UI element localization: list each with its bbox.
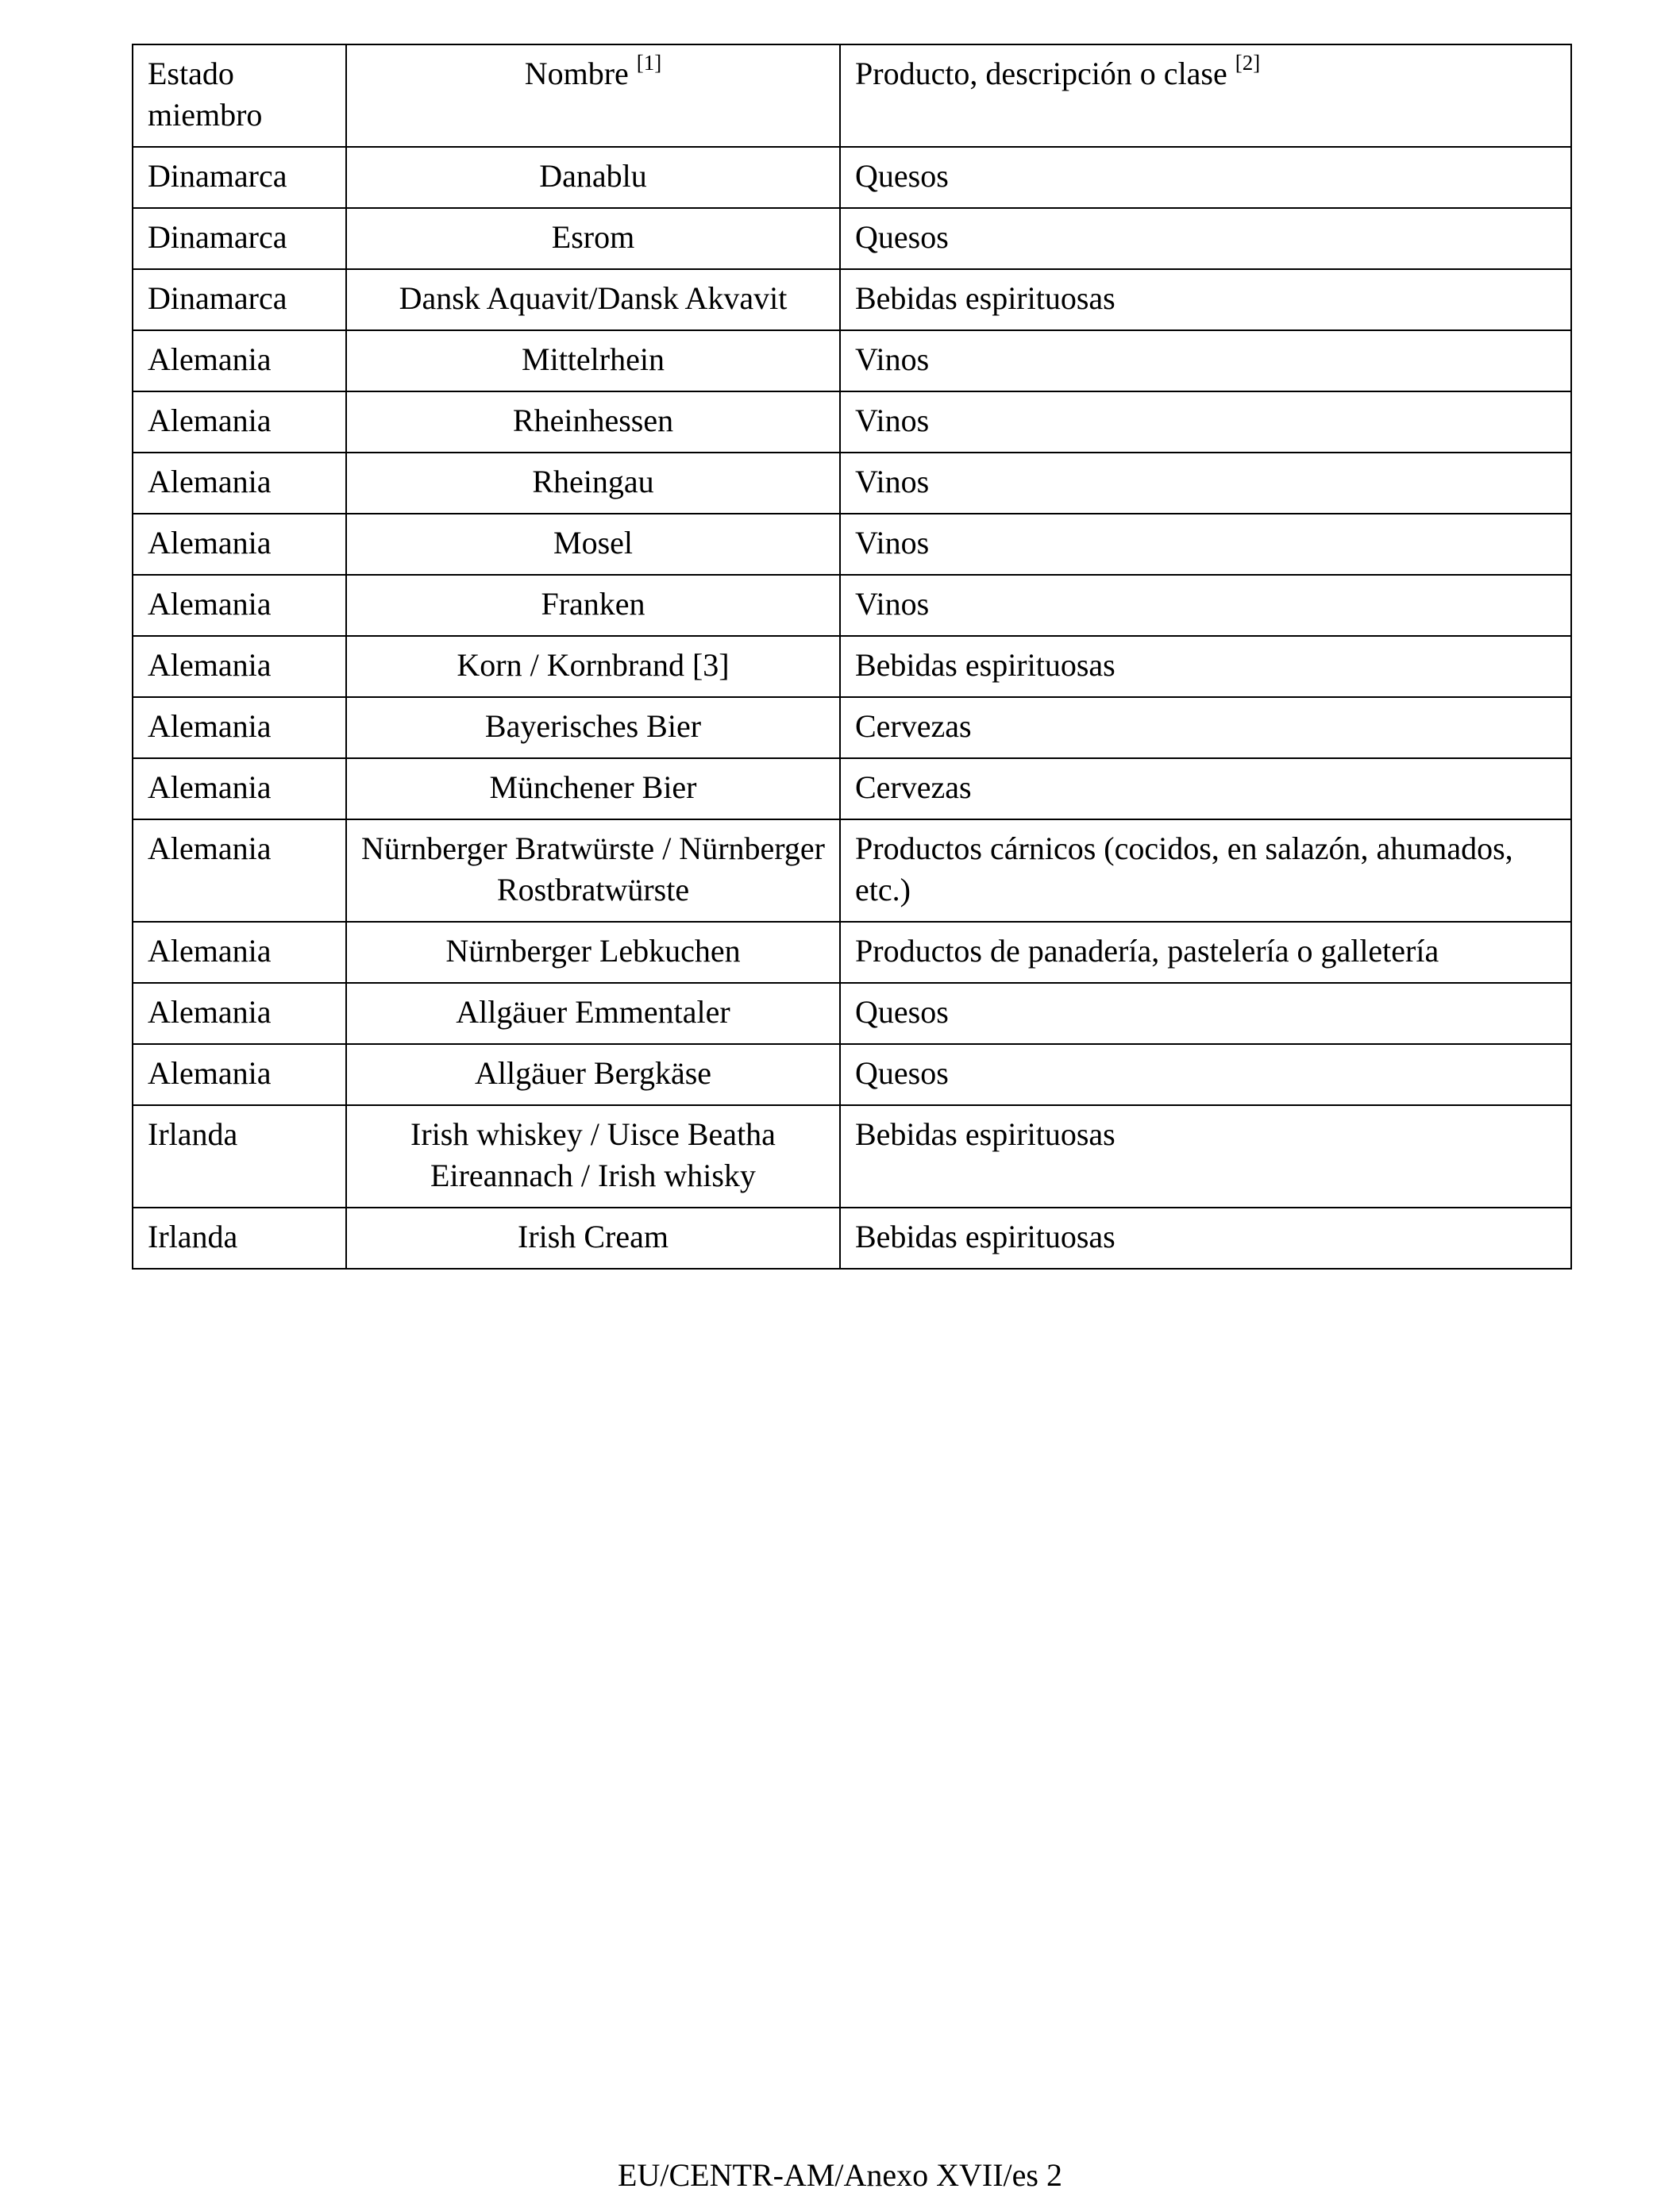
- table-row: [133, 269, 1571, 330]
- cell-member-state: Irlanda: [133, 1208, 346, 1269]
- cell-name: Danablu: [346, 147, 840, 208]
- header-member-state-label: Estado miembro: [148, 56, 263, 133]
- table-row: [133, 758, 1571, 819]
- table-row: [133, 819, 1571, 922]
- cell-product: Bebidas espirituosas: [840, 1208, 1571, 1269]
- cell-member-state: Alemania: [133, 453, 346, 514]
- cell-name: Bayerisches Bier: [346, 697, 840, 758]
- cell-product: Productos de panadería, pastelería o galletería: [840, 922, 1571, 983]
- cell-name: Korn / Kornbrand [3]: [346, 636, 840, 697]
- table-row: [133, 922, 1571, 983]
- cell-member-state: Alemania: [133, 758, 346, 819]
- cell-name: Irish whiskey / Uisce Beatha Eireannach / Irish whisky: [346, 1105, 840, 1208]
- cell-member-state: Alemania: [133, 514, 346, 575]
- table-row: [133, 453, 1571, 514]
- table-header-row: [133, 44, 1571, 147]
- header-product-footnote: [2]: [1235, 50, 1261, 75]
- cell-member-state: Alemania: [133, 391, 346, 453]
- table-row: [133, 391, 1571, 453]
- header-product-label: Producto, descripción o clase: [855, 56, 1227, 91]
- cell-member-state: Dinamarca: [133, 147, 346, 208]
- cell-product: Cervezas: [840, 697, 1571, 758]
- cell-member-state: Alemania: [133, 636, 346, 697]
- header-product: [840, 44, 1571, 147]
- cell-product: Bebidas espirituosas: [840, 269, 1571, 330]
- table-body: [133, 147, 1571, 1269]
- table-row: [133, 514, 1571, 575]
- cell-name: Mosel: [346, 514, 840, 575]
- cell-member-state: Alemania: [133, 575, 346, 636]
- cell-product: Quesos: [840, 147, 1571, 208]
- cell-member-state: Alemania: [133, 330, 346, 391]
- cell-name: Dansk Aquavit/Dansk Akvavit: [346, 269, 840, 330]
- cell-name: Rheinhessen: [346, 391, 840, 453]
- cell-product: Quesos: [840, 983, 1571, 1044]
- cell-name: Franken: [346, 575, 840, 636]
- cell-product: Cervezas: [840, 758, 1571, 819]
- cell-name: Allgäuer Bergkäse: [346, 1044, 840, 1105]
- table-row: [133, 636, 1571, 697]
- table-row: [133, 330, 1571, 391]
- cell-name: Mittelrhein: [346, 330, 840, 391]
- table-row: [133, 1105, 1571, 1208]
- cell-member-state: Dinamarca: [133, 269, 346, 330]
- cell-member-state: Irlanda: [133, 1105, 346, 1208]
- cell-product: Productos cárnicos (cocidos, en salazón, ahumados, etc.): [840, 819, 1571, 922]
- cell-product: Vinos: [840, 514, 1571, 575]
- cell-name: Nürnberger Lebkuchen: [346, 922, 840, 983]
- cell-member-state: Alemania: [133, 697, 346, 758]
- cell-member-state: Alemania: [133, 983, 346, 1044]
- cell-member-state: Alemania: [133, 922, 346, 983]
- cell-product: Vinos: [840, 453, 1571, 514]
- cell-name: Irish Cream: [346, 1208, 840, 1269]
- cell-product: Vinos: [840, 391, 1571, 453]
- cell-name: Münchener Bier: [346, 758, 840, 819]
- header-name-footnote: [1]: [636, 50, 662, 75]
- cell-member-state: Alemania: [133, 1044, 346, 1105]
- header-member-state: [133, 44, 346, 147]
- cell-name: Rheingau: [346, 453, 840, 514]
- cell-product: Vinos: [840, 330, 1571, 391]
- cell-product: Quesos: [840, 208, 1571, 269]
- geographical-indications-table: [132, 44, 1572, 1270]
- cell-name: Esrom: [346, 208, 840, 269]
- header-name-label: Nombre: [524, 56, 629, 91]
- table-row: [133, 1044, 1571, 1105]
- cell-product: Bebidas espirituosas: [840, 1105, 1571, 1208]
- table-row: [133, 575, 1571, 636]
- cell-product: Quesos: [840, 1044, 1571, 1105]
- cell-product: Vinos: [840, 575, 1571, 636]
- cell-member-state: Alemania: [133, 819, 346, 922]
- table-row: [133, 1208, 1571, 1269]
- table-row: [133, 983, 1571, 1044]
- table-row: [133, 697, 1571, 758]
- table-row: [133, 147, 1571, 208]
- table-row: [133, 208, 1571, 269]
- header-name: [346, 44, 840, 147]
- cell-name: Allgäuer Emmentaler: [346, 983, 840, 1044]
- cell-member-state: Dinamarca: [133, 208, 346, 269]
- cell-name: Nürnberger Bratwürste / Nürnberger Rostbratwürste: [346, 819, 840, 922]
- page-footer: EU/CENTR-AM/Anexo XVII/es 2: [618, 2157, 1062, 2193]
- cell-product: Bebidas espirituosas: [840, 636, 1571, 697]
